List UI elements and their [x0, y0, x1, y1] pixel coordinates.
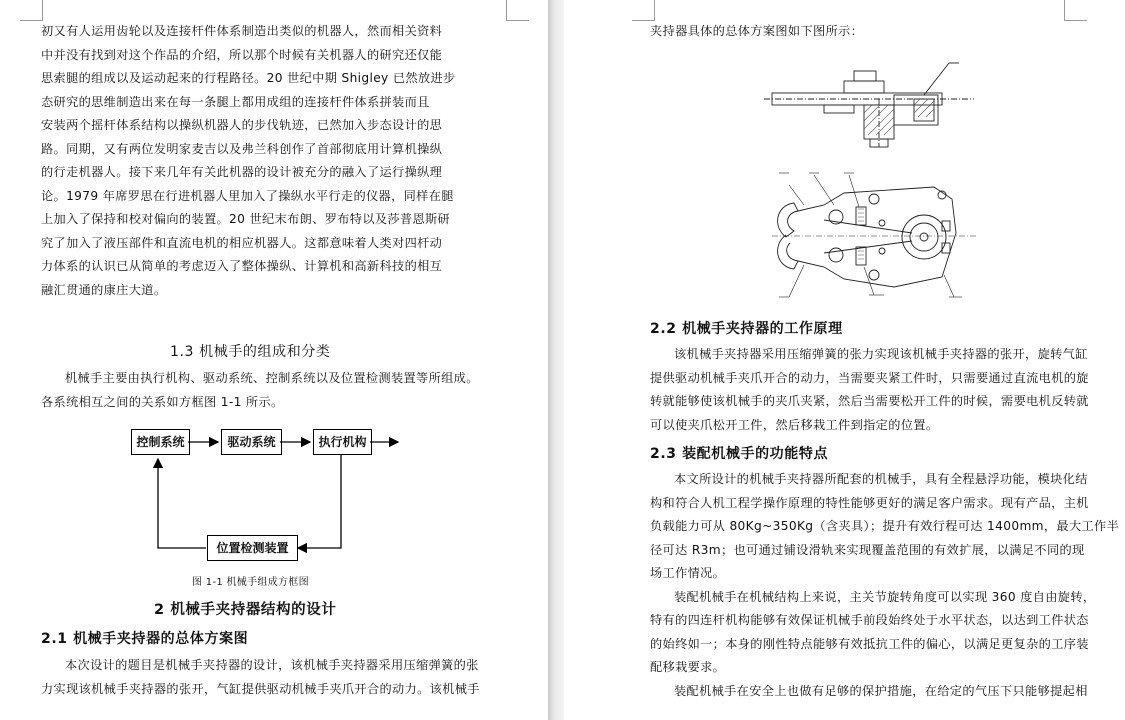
chapter-2-heading: 2 机械手夹持器结构的设计 — [154, 602, 337, 618]
control-system-box: 控制系统 — [131, 429, 190, 455]
arrow-detection-to-control — [158, 459, 206, 548]
text-line: 转就能够使该机械手的夹爪夹紧，然后当需要松开工件的时候，需要电机反转就 — [650, 394, 1089, 408]
text-line: 夹持器具体的总体方案图如下图所示： — [650, 24, 864, 38]
text-line: 安装两个摇杆体系结构以操纵机器人的步伐轨迹，已然加入步态设计的思 — [41, 118, 443, 132]
section-heading-2-2: 2.2 机械手夹持器的工作原理 — [650, 321, 843, 337]
text-line: 的行走机器人。接下来几年有关此机器的设计被充分的融入了运行操纵理 — [41, 165, 443, 179]
gripper-assembly-drawing — [764, 55, 1004, 305]
page-corner-mark — [632, 0, 655, 21]
text-line: 融汇贯通的康庄大道。 — [41, 282, 167, 297]
text-line: 该机械手夹持器采用压缩弹簧的张力实现该机械手夹持器的张开，旋转气缸 — [674, 347, 1088, 361]
text-line: 各系统相互之间的关系如方框图 1-1 所示。 — [41, 394, 284, 409]
arrow-actuator-to-detection — [298, 455, 341, 548]
text-line: 负载能力可从 80Kg~350Kg（含夹具）；提升有效行程可达 1400mm，最大工作半 — [650, 519, 1120, 533]
text-line: 路。同期，又有两位发明家麦吉以及弗兰科创作了首部彻底用计算机操纵 — [41, 141, 443, 156]
right-page — [564, 0, 1125, 720]
text-line: 提供驱动机械手夹爪开合的动力，当需要夹紧工件时，只需要通过直流电机的旋 — [650, 370, 1089, 385]
text-line: 本次设计的题目是机械手夹持器的设计，该机械手夹持器采用压缩弹簧的张 — [65, 658, 479, 672]
text-line: 上加入了保持和校对偏向的装置。20 世纪末布朗、罗布特以及莎普恩斯研 — [41, 212, 451, 226]
text-line: 可以使夹爪松开工件，然后移栽工件到指定的位置。 — [650, 417, 939, 432]
text-line: 特有的四连杆机构能够有效保证机械手前段始终处于水平状态，以达到工件状态 — [650, 613, 1089, 627]
text-line: 径可达 R3m；也可通过铺设滑轨来实现覆盖范围的有效扩展，以满足不同的现 — [650, 542, 1085, 557]
text-line: 构和符合人机工程学操作原理的特性能够更好的满足客户需求。现有产品，主机 — [650, 495, 1089, 510]
text-line: 初又有人运用齿轮以及连接杆件体系制造出类似的机器人，然而相关资料 — [41, 24, 443, 38]
text-line: 配移栽要求。 — [650, 660, 726, 674]
section-2-2-paragraph — [650, 343, 1089, 437]
text-line: 机械手主要由执行机构、驱动系统、控制系统以及位置检测装置等所组成。 — [65, 371, 479, 385]
text-line: 场工作情况。 — [650, 566, 726, 580]
section-heading-1-3: 1.3 机械手的组成和分类 — [170, 344, 331, 360]
right-intro-line — [650, 20, 863, 44]
gripper-plan-view — [772, 173, 978, 297]
text-line: 思索腿的组成以及运动起来的行程路径。20 世纪中期 Shigley 已然放进步 — [41, 71, 456, 85]
text-line: 装配机械手在机械结构上来说，主关节旋转角度可以实现 360 度自由旋转， — [674, 589, 1096, 604]
section-2-1-paragraph — [41, 654, 480, 701]
page-corner-mark — [1064, 0, 1087, 21]
figure-caption: 图 1-1 机械手组成方框图 — [192, 577, 309, 588]
text-line: 究了加入了液压部件和直流电机的相应机器人。这都意味着人类对四杆动 — [41, 235, 443, 250]
section-heading-2-3: 2.3 装配机械手的功能特点 — [650, 446, 829, 462]
diagram-arrows — [0, 0, 548, 600]
text-line: 态研究的思维制造出来在每一条腿上都用成组的连接杆件体系拼装而且 — [41, 94, 430, 109]
drive-system-box: 驱动系统 — [221, 429, 282, 455]
text-line: 本文所设计的机械手夹持器所配套的机械手，具有全程悬浮功能，模块化结 — [674, 472, 1088, 486]
text-line: 力体系的认识已从简单的考虑迈入了整体操纵、计算机和高新科技的相互 — [41, 259, 443, 273]
text-line: 力实现该机械手夹持器的张开，气缸提供驱动机械手夹爪开合的动力。该机械手 — [41, 681, 480, 696]
gripper-section-view — [764, 63, 974, 147]
text-line: 的始终如一；本身的刚性特点能够有效抵抗工件的偏心，以满足更复杂的工序装 — [650, 636, 1089, 651]
text-line: 中并没有找到对这个作品的介绍，所以那个时候有关机器人的研究还仅能 — [41, 47, 443, 62]
page-gutter — [548, 0, 564, 720]
left-page — [0, 0, 548, 720]
text-line: 装配机械手在安全上也做有足够的保护措施，在给定的气压下只能够提起相 — [674, 683, 1088, 698]
position-detection-box: 位置检测装置 — [207, 535, 298, 561]
section-2-3-paragraph — [650, 468, 1119, 703]
text-line: 论。1979 年席罗思在行进机器人里加入了操纵水平行走的仪器，同样在腿 — [41, 188, 454, 203]
section-heading-2-1: 2.1 机械手夹持器的总体方案图 — [41, 631, 249, 647]
actuator-box: 执行机构 — [313, 429, 372, 455]
